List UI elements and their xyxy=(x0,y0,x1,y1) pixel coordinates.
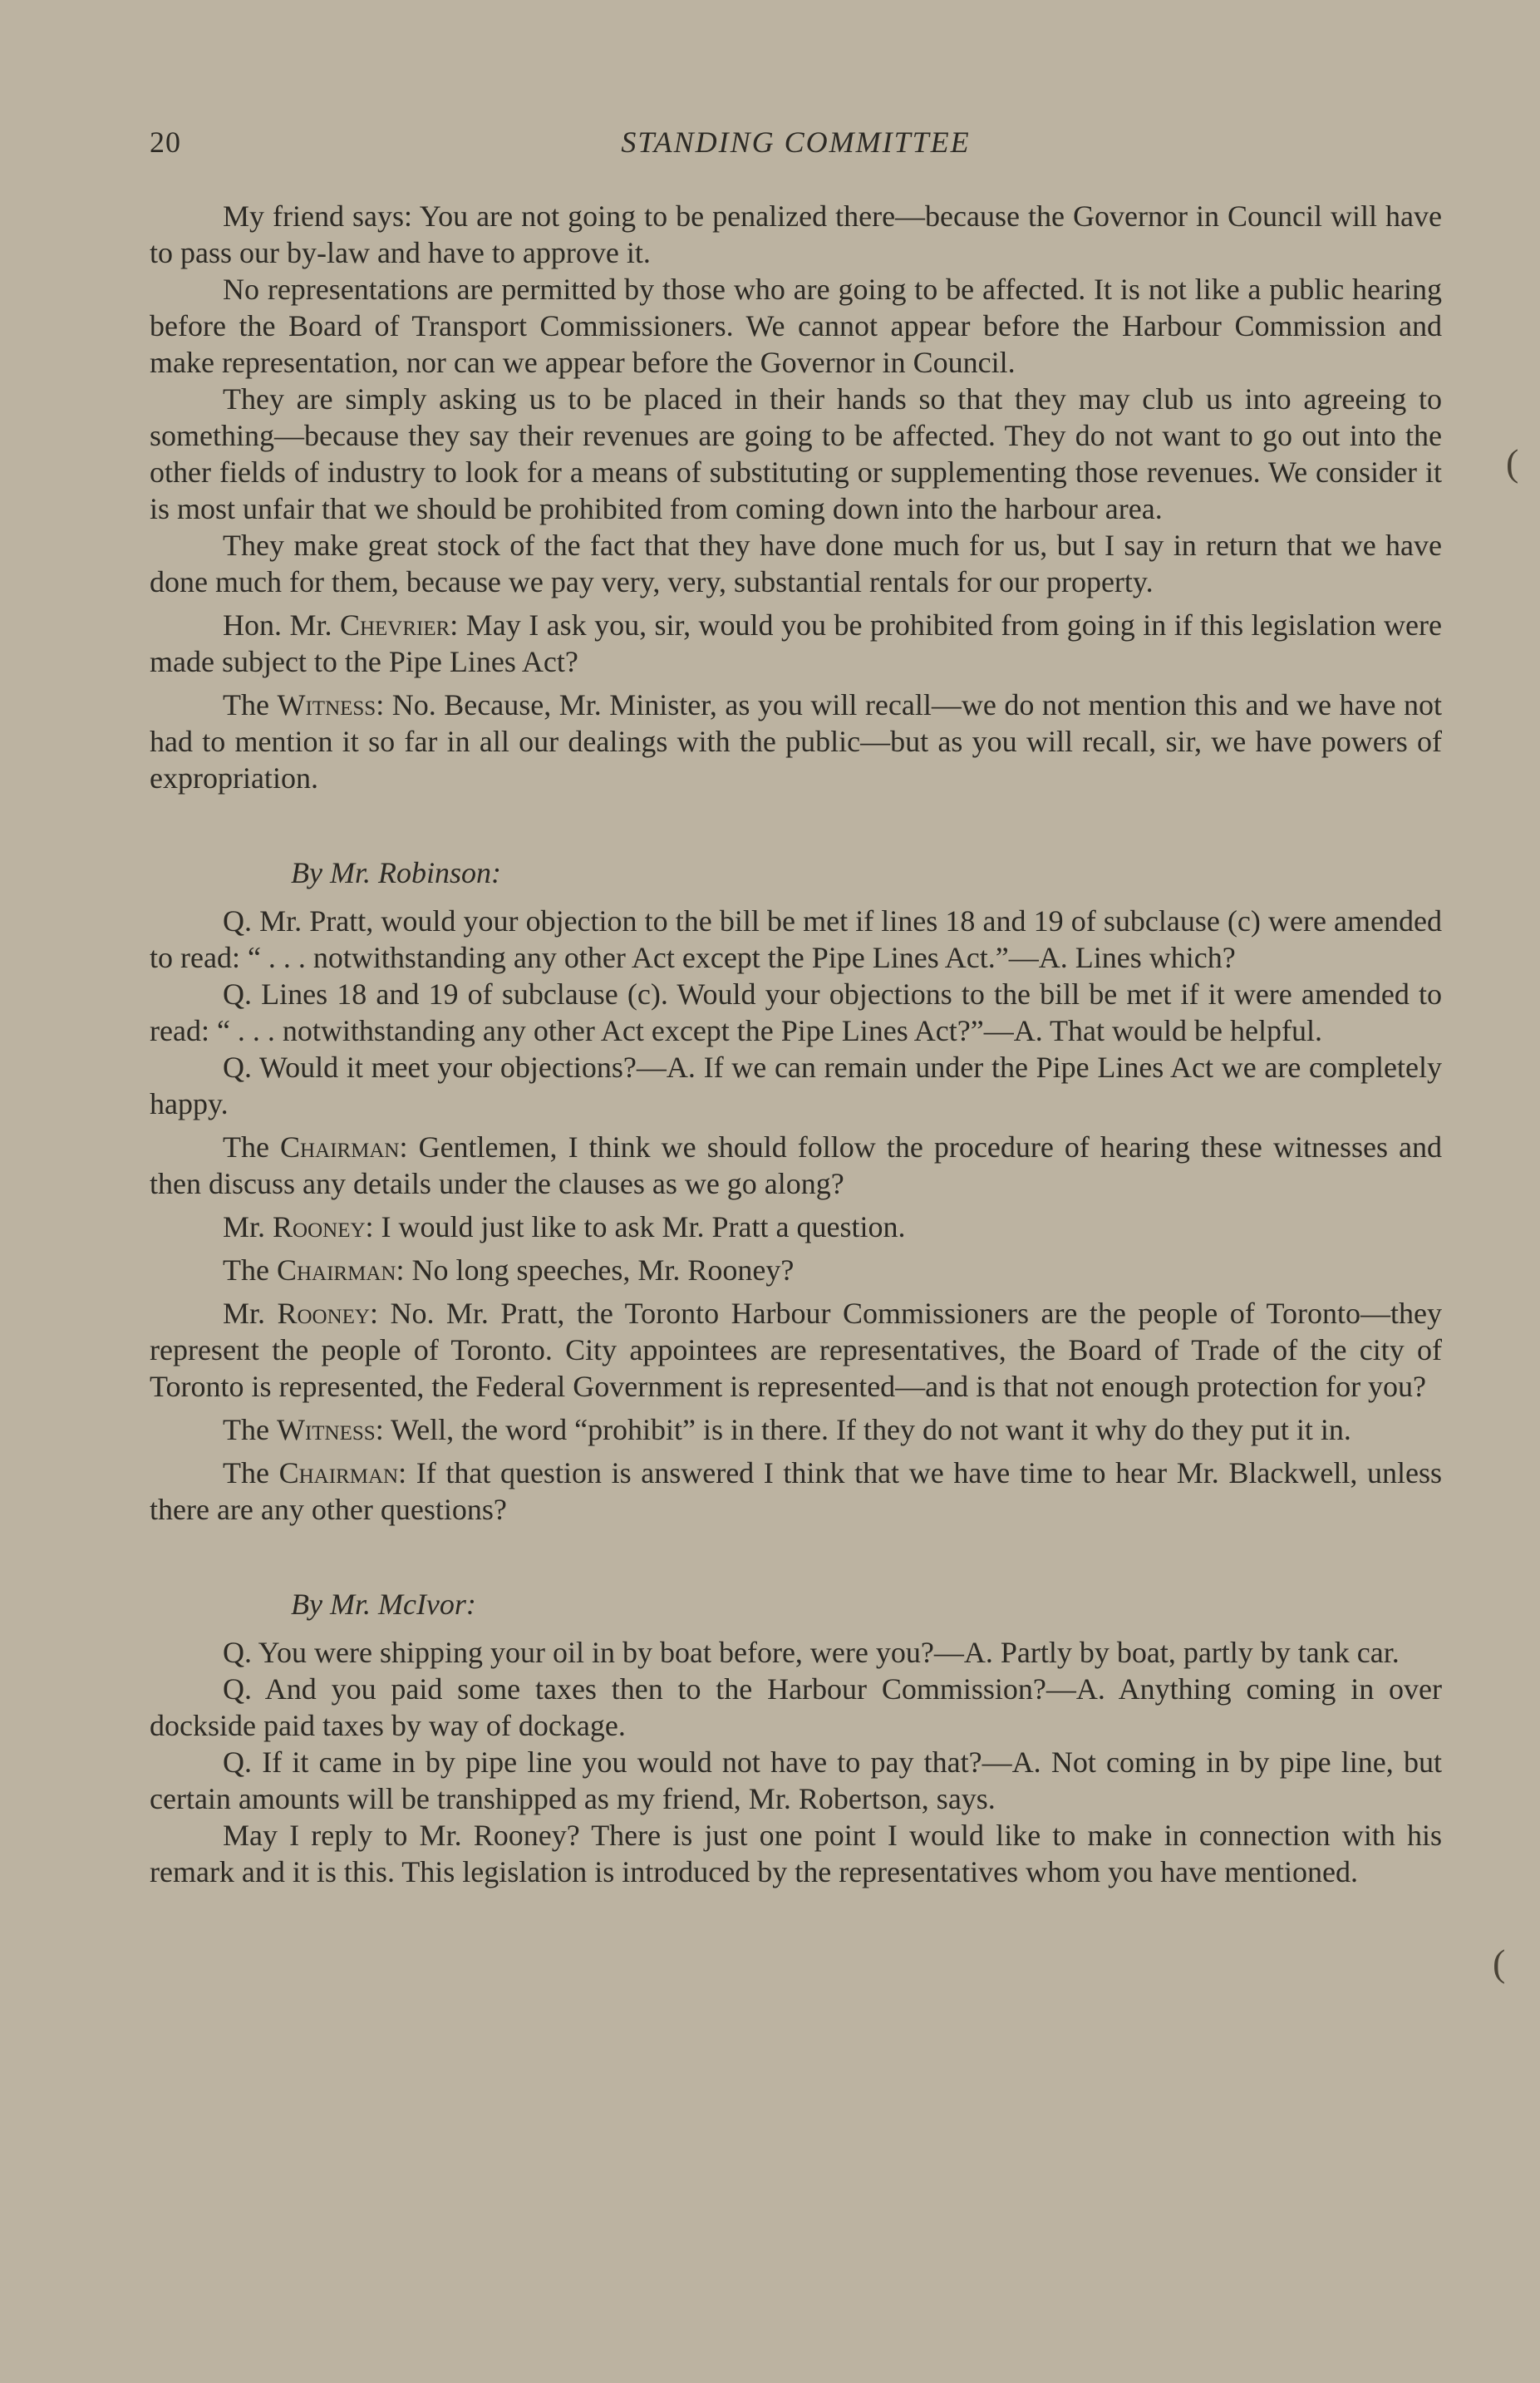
examiner-heading: By Mr. McIvor: xyxy=(291,1588,476,1621)
paragraph: Mr. Rooney: I would just like to ask Mr. Pratt a question. xyxy=(223,1210,906,1243)
paragraph: The Witness: No. Because, Mr. Minister, as you will recall—we do not mention this and we have not had to mention it so far in all our dealings with the public—but as you will recall, sir, we have powers of expropriation. xyxy=(150,688,1442,795)
margin-mark: ( xyxy=(1493,1942,1506,1984)
question: Q. Would it meet your objections?—A. If we can remain under the Pipe Lines Act we are completely happy. xyxy=(150,1051,1442,1120)
margin-mark: ( xyxy=(1506,441,1519,484)
page-header xyxy=(150,125,1442,166)
paragraph: The Witness: Well, the word “prohibit” is in there. If they do not want it why do they put it in. xyxy=(223,1413,1351,1446)
paragraph: The Chairman: If that question is answered I think that we have time to hear Mr. Blackwell, unless there are any other questions? xyxy=(150,1456,1442,1526)
question: Q. And you paid some taxes then to the Harbour Commission?—A. Anything coming in over dockside paid taxes by way of dockage. xyxy=(150,1672,1442,1742)
running-head: STANDING COMMITTEE xyxy=(621,126,971,159)
paragraph: The Chairman: No long speeches, Mr. Rooney? xyxy=(223,1253,795,1287)
paragraph: Hon. Mr. Chevrier: May I ask you, sir, would you be prohibited from going in if this legislation were made subject to the Pipe Lines Act? xyxy=(150,608,1442,678)
paragraph: The Chairman: Gentlemen, I think we should follow the procedure of hearing these witnesses and then discuss any details under the clauses as we go along? xyxy=(150,1130,1442,1200)
page-body xyxy=(150,198,1442,1890)
speaker-name: Witness xyxy=(277,688,376,721)
speaker-name: Rooney xyxy=(273,1210,366,1243)
paragraph: No representations are permitted by those who are going to be affected. It is not like a public hearing before the Board of Transport Commissioners. We cannot appear before the Harbour Commission and make representation, nor can we appear before the Governor in Council. xyxy=(150,273,1442,379)
question: Q. If it came in by pipe line you would not have to pay that?—A. Not coming in by pipe line, but certain amounts will be transhipped as my friend, Mr. Robertson, says. xyxy=(150,1745,1442,1815)
speaker-name: Chairman xyxy=(280,1130,400,1164)
page-number: 20 xyxy=(150,126,181,159)
speaker-name: Witness xyxy=(276,1413,376,1446)
paragraph: My friend says: You are not going to be penalized there—because the Governor in Council will have to pass our by-law and have to approve it. xyxy=(150,199,1442,269)
speaker-name: Chairman xyxy=(276,1253,396,1287)
speaker-name: Rooney xyxy=(277,1297,370,1330)
examiner-heading: By Mr. Robinson: xyxy=(291,856,501,889)
paragraph: They are simply asking us to be placed in their hands so that they may club us into agreeing to something—because they say their revenues are going to be affected. They do not want to go out into the other fields of industry to look for a means of substituting or supplementing those revenues. We consider it is most unfair that we should be prohibited from coming down into the harbour area. xyxy=(150,382,1442,525)
paragraph: Mr. Rooney: No. Mr. Pratt, the Toronto Harbour Commissioners are the people of Toronto—they represent the people of Toronto. City appointees are representatives, the Board of Trade of the city of Toronto is represented, the Federal Government is represented—and is that not enough protection for you? xyxy=(150,1297,1442,1403)
question: Q. Mr. Pratt, would your objection to the bill be met if lines 18 and 19 of subclause (c) were amended to read: “ . . . notwithstanding any other Act except the Pipe Lines Act.”—A. Lines which? xyxy=(150,904,1442,974)
paragraph: They make great stock of the fact that they have done much for us, but I say in return that we have done much for them, because we pay very, very, substantial rentals for our property. xyxy=(150,529,1442,598)
speaker-name: Chevrier xyxy=(339,608,450,642)
question: Q. You were shipping your oil in by boat before, were you?—A. Partly by boat, partly by tank car. xyxy=(223,1636,1400,1669)
paragraph: May I reply to Mr. Rooney? There is just one point I would like to make in connection with his remark and it is this. This legislation is introduced by the representatives whom you have mentioned. xyxy=(150,1819,1442,1888)
speaker-name: Chairman xyxy=(278,1456,399,1489)
question: Q. Lines 18 and 19 of subclause (c). Would your objections to the bill be met if it were amended to read: “ . . . notwithstanding any other Act except the Pipe Lines Act?”—A. That would be helpful. xyxy=(150,977,1442,1047)
